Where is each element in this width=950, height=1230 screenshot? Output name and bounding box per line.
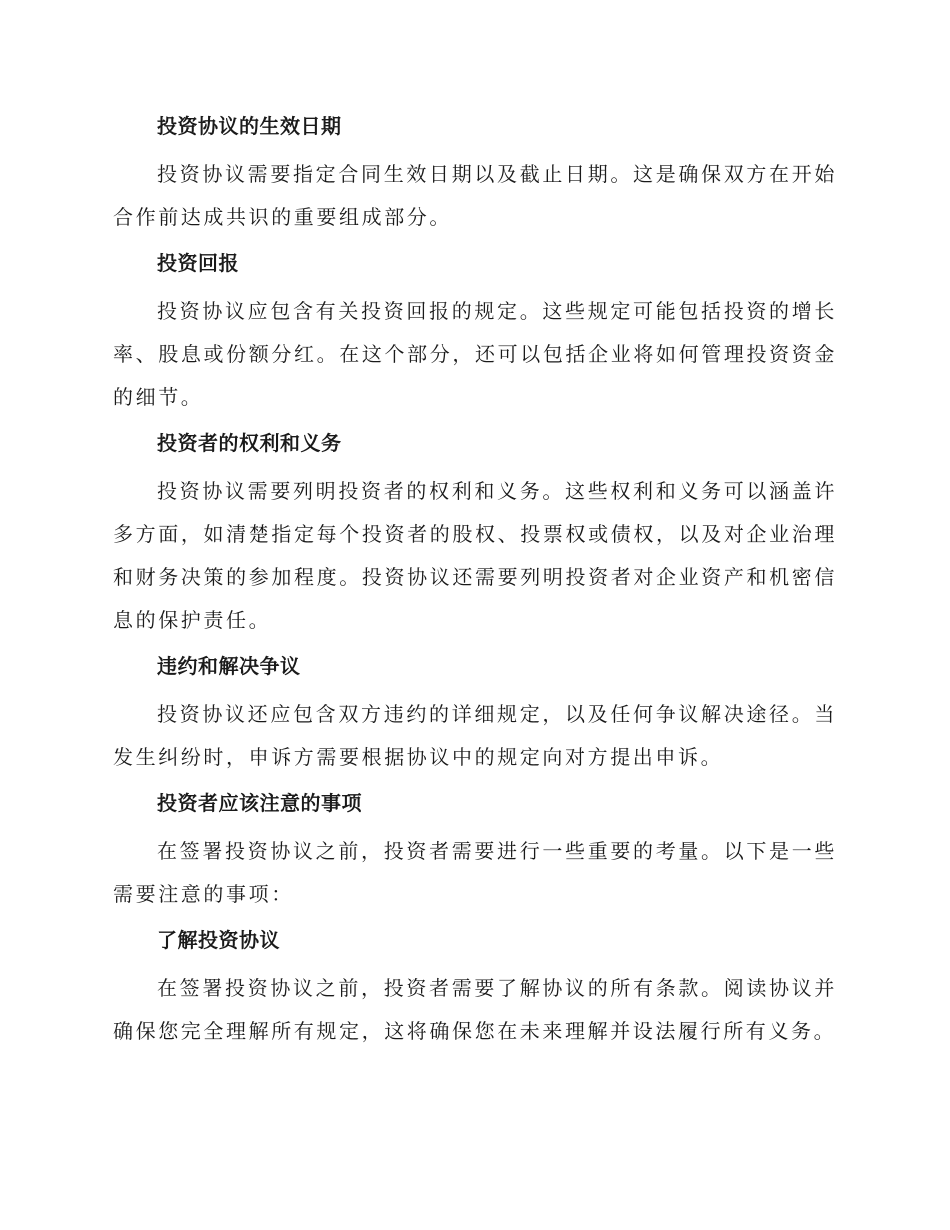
section-heading: 投资协议的生效日期 — [157, 114, 342, 138]
section-paragraph: 投资协议还应包含双方违约的详细规定，以及任何争议解决途径。当发生纠纷时，申诉方需要根据协议中的规定向对方提出申诉。 — [113, 702, 837, 769]
section-default-disputes — [113, 652, 837, 779]
section-heading: 违约和解决争议 — [157, 654, 301, 678]
section-effective-date — [113, 112, 837, 239]
section-investor-notes — [113, 789, 837, 916]
section-paragraph: 投资协议需要列明投资者的权利和义务。这些权利和义务可以涵盖许多方面，如清楚指定每个投资者的股权、投票权或债权，以及对企业治理和财务决策的参加程度。投资协议还需要列明投资者对企业资产和机密信息的保护责任。 — [113, 479, 837, 632]
section-paragraph: 在签署投资协议之前，投资者需要进行一些重要的考量。以下是一些需要注意的事项： — [113, 839, 837, 906]
section-paragraph: 投资协议需要指定合同生效日期以及截止日期。这是确保双方在开始合作前达成共识的重要组成部分。 — [113, 162, 837, 229]
section-heading: 了解投资协议 — [157, 928, 280, 952]
section-paragraph: 在签署投资协议之前，投资者需要了解协议的所有条款。阅读协议并确保您完全理解所有规定，这将确保您在未来理解并设法履行所有义务。 — [113, 976, 837, 1043]
section-heading: 投资者应该注意的事项 — [157, 791, 362, 815]
section-heading: 投资回报 — [157, 251, 239, 275]
section-paragraph: 投资协议应包含有关投资回报的规定。这些规定可能包括投资的增长率、股息或份额分红。在这个部分，还可以包括企业将如何管理投资资金的细节。 — [113, 299, 837, 409]
section-understand-agreement — [113, 926, 837, 1053]
section-investment-return — [113, 249, 837, 419]
section-heading: 投资者的权利和义务 — [157, 431, 342, 455]
section-investor-rights — [113, 429, 837, 642]
